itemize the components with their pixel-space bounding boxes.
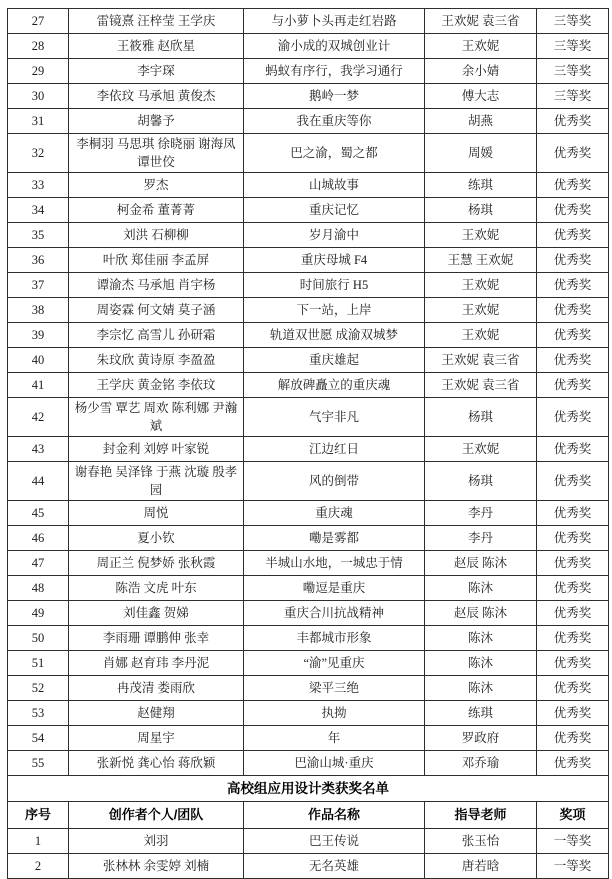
award-cell: 三等奖 — [537, 9, 609, 34]
table-row — [8, 551, 609, 576]
work-title-cell: 梁平三绝 — [244, 676, 425, 701]
teachers-cell: 李丹 — [425, 501, 537, 526]
creators-cell: 肖娜 赵育玮 李丹泥 — [69, 651, 244, 676]
creators-cell: 谭渝杰 马承旭 肖宇杨 — [69, 273, 244, 298]
award-cell: 优秀奖 — [537, 676, 609, 701]
row-number-cell: 47 — [8, 551, 69, 576]
work-title-cell: 江边红日 — [244, 437, 425, 462]
creators-cell: 罗杰 — [69, 173, 244, 198]
creators-cell: 张新悦 龚心怡 蒋欣颖 — [69, 751, 244, 776]
col-header-teachers: 指导老师 — [425, 802, 537, 829]
teachers-cell: 陈沐 — [425, 576, 537, 601]
teachers-cell: 王欢妮 — [425, 34, 537, 59]
award-cell: 优秀奖 — [537, 437, 609, 462]
creators-cell: 李雨珊 谭鹏伸 张幸 — [69, 626, 244, 651]
creators-cell: 李桐羽 马思琪 徐晓丽 谢海凤 谭世佼 — [69, 134, 244, 173]
work-title-cell: 风的倒带 — [244, 462, 425, 501]
teachers-cell: 王欢妮 袁三省 — [425, 9, 537, 34]
row-number-cell: 35 — [8, 223, 69, 248]
table-row — [8, 248, 609, 273]
award-cell: 优秀奖 — [537, 248, 609, 273]
work-title-cell: 气宇非凡 — [244, 398, 425, 437]
creators-cell: 柯金希 董菁菁 — [69, 198, 244, 223]
column-header-row — [8, 802, 609, 829]
work-title-cell: 山城故事 — [244, 173, 425, 198]
work-title-cell: 嘞是雾都 — [244, 526, 425, 551]
work-title-cell: 嘞逗是重庆 — [244, 576, 425, 601]
award-cell: 优秀奖 — [537, 109, 609, 134]
creators-cell: 李依玟 马承旭 黄俊杰 — [69, 84, 244, 109]
creators-cell: 周悦 — [69, 501, 244, 526]
section2-title-row — [8, 776, 609, 802]
award-cell: 优秀奖 — [537, 462, 609, 501]
section2-body — [8, 829, 609, 879]
creators-cell: 周姿霖 何文婧 莫子涵 — [69, 298, 244, 323]
teachers-cell: 陈沐 — [425, 651, 537, 676]
award-table — [7, 8, 609, 879]
work-title-cell: 解放碑矗立的重庆魂 — [244, 373, 425, 398]
table-row — [8, 676, 609, 701]
award-cell: 优秀奖 — [537, 223, 609, 248]
table-row — [8, 437, 609, 462]
creators-cell: 夏小钦 — [69, 526, 244, 551]
award-cell: 优秀奖 — [537, 198, 609, 223]
row-number-cell: 38 — [8, 298, 69, 323]
row-number-cell: 54 — [8, 726, 69, 751]
award-cell: 优秀奖 — [537, 526, 609, 551]
row-number-cell: 34 — [8, 198, 69, 223]
work-title-cell: 重庆魂 — [244, 501, 425, 526]
creators-cell: 张林林 余雯婷 刘楠 — [69, 854, 244, 879]
teachers-cell: 罗政府 — [425, 726, 537, 751]
work-title-cell: 下一站，上岸 — [244, 298, 425, 323]
teachers-cell: 王欢妮 袁三省 — [425, 373, 537, 398]
work-title-cell: 时间旅行 H5 — [244, 273, 425, 298]
teachers-cell: 王欢妮 袁三省 — [425, 348, 537, 373]
teachers-cell: 陈沐 — [425, 676, 537, 701]
creators-cell: 朱玟欣 黄诗原 李盈盈 — [69, 348, 244, 373]
award-cell: 优秀奖 — [537, 626, 609, 651]
col-header-work: 作品名称 — [244, 802, 425, 829]
table-row — [8, 348, 609, 373]
award-cell: 优秀奖 — [537, 273, 609, 298]
creators-cell: 赵健翔 — [69, 701, 244, 726]
table-row — [8, 462, 609, 501]
teachers-cell: 张玉怡 — [425, 829, 537, 854]
award-cell: 优秀奖 — [537, 398, 609, 437]
row-number-cell: 29 — [8, 59, 69, 84]
row-number-cell: 30 — [8, 84, 69, 109]
teachers-cell: 傅大志 — [425, 84, 537, 109]
work-title-cell: 鹅岭一梦 — [244, 84, 425, 109]
table-row — [8, 576, 609, 601]
creators-cell: 叶欣 郑佳丽 李孟屏 — [69, 248, 244, 273]
row-number-cell: 40 — [8, 348, 69, 373]
work-title-cell: 蚂蚁有序行，我学习通行 — [244, 59, 425, 84]
award-cell: 三等奖 — [537, 34, 609, 59]
creators-cell: 杨少雪 覃艺 周欢 陈利娜 尹瀚斌 — [69, 398, 244, 437]
teachers-cell: 王欢妮 — [425, 298, 537, 323]
table-row — [8, 373, 609, 398]
work-title-cell: 半城山水地，一城忠于情 — [244, 551, 425, 576]
table-row — [8, 398, 609, 437]
work-title-cell: “渝”见重庆 — [244, 651, 425, 676]
row-number-cell: 27 — [8, 9, 69, 34]
teachers-cell: 杨琪 — [425, 462, 537, 501]
teachers-cell: 唐若晗 — [425, 854, 537, 879]
teachers-cell: 王欢妮 — [425, 273, 537, 298]
award-cell: 优秀奖 — [537, 701, 609, 726]
work-title-cell: 重庆雄起 — [244, 348, 425, 373]
award-cell: 一等奖 — [537, 854, 609, 879]
teachers-cell: 练琪 — [425, 701, 537, 726]
teachers-cell: 杨琪 — [425, 398, 537, 437]
creators-cell: 胡馨予 — [69, 109, 244, 134]
section1-body — [8, 9, 609, 776]
row-number-cell: 1 — [8, 829, 69, 854]
creators-cell: 周正兰 倪梦娇 张秋霞 — [69, 551, 244, 576]
teachers-cell: 胡燕 — [425, 109, 537, 134]
row-number-cell: 28 — [8, 34, 69, 59]
award-cell: 三等奖 — [537, 59, 609, 84]
award-cell: 优秀奖 — [537, 348, 609, 373]
table-row — [8, 626, 609, 651]
teachers-cell: 周媛 — [425, 134, 537, 173]
award-cell: 一等奖 — [537, 829, 609, 854]
row-number-cell: 43 — [8, 437, 69, 462]
table-row — [8, 601, 609, 626]
row-number-cell: 55 — [8, 751, 69, 776]
row-number-cell: 32 — [8, 134, 69, 173]
table-row — [8, 501, 609, 526]
row-number-cell: 53 — [8, 701, 69, 726]
award-cell: 优秀奖 — [537, 173, 609, 198]
award-cell: 优秀奖 — [537, 726, 609, 751]
award-cell: 优秀奖 — [537, 751, 609, 776]
teachers-cell: 杨琪 — [425, 198, 537, 223]
row-number-cell: 51 — [8, 651, 69, 676]
col-header-creators: 创作者个人/团队 — [69, 802, 244, 829]
row-number-cell: 48 — [8, 576, 69, 601]
work-title-cell: 渝小成的双城创业计 — [244, 34, 425, 59]
row-number-cell: 39 — [8, 323, 69, 348]
creators-cell: 李宇琛 — [69, 59, 244, 84]
work-title-cell: 巴之渝，蜀之都 — [244, 134, 425, 173]
table-row — [8, 298, 609, 323]
creators-cell: 谢春艳 吴泽锋 于燕 沈璇 殷孝园 — [69, 462, 244, 501]
work-title-cell: 重庆母城 F4 — [244, 248, 425, 273]
row-number-cell: 2 — [8, 854, 69, 879]
section2-title: 高校组应用设计类获奖名单 — [8, 776, 609, 802]
teachers-cell: 余小婧 — [425, 59, 537, 84]
row-number-cell: 50 — [8, 626, 69, 651]
work-title-cell: 无名英雄 — [244, 854, 425, 879]
work-title-cell: 岁月渝中 — [244, 223, 425, 248]
work-title-cell: 巴渝山城·重庆 — [244, 751, 425, 776]
work-title-cell: 重庆记忆 — [244, 198, 425, 223]
work-title-cell: 巴王传说 — [244, 829, 425, 854]
teachers-cell: 王欢妮 — [425, 323, 537, 348]
work-title-cell: 年 — [244, 726, 425, 751]
table-row — [8, 59, 609, 84]
work-title-cell: 轨道双世愿 成渝双城梦 — [244, 323, 425, 348]
creators-cell: 王筱雅 赵欣星 — [69, 34, 244, 59]
creators-cell: 冉茂清 娄雨欣 — [69, 676, 244, 701]
section2-header-body — [8, 776, 609, 829]
creators-cell: 周星宇 — [69, 726, 244, 751]
award-cell: 优秀奖 — [537, 298, 609, 323]
teachers-cell: 赵辰 陈沐 — [425, 551, 537, 576]
award-cell: 优秀奖 — [537, 601, 609, 626]
creators-cell: 陈浩 文虎 叶东 — [69, 576, 244, 601]
teachers-cell: 王欢妮 — [425, 223, 537, 248]
table-row — [8, 273, 609, 298]
row-number-cell: 45 — [8, 501, 69, 526]
work-title-cell: 丰都城市形象 — [244, 626, 425, 651]
row-number-cell: 46 — [8, 526, 69, 551]
table-row — [8, 84, 609, 109]
row-number-cell: 36 — [8, 248, 69, 273]
row-number-cell: 42 — [8, 398, 69, 437]
row-number-cell: 37 — [8, 273, 69, 298]
creators-cell: 封金利 刘婷 叶家锐 — [69, 437, 244, 462]
award-cell: 优秀奖 — [537, 134, 609, 173]
teachers-cell: 练琪 — [425, 173, 537, 198]
award-cell: 三等奖 — [537, 84, 609, 109]
table-row — [8, 109, 609, 134]
table-row — [8, 829, 609, 854]
teachers-cell: 李丹 — [425, 526, 537, 551]
award-cell: 优秀奖 — [537, 651, 609, 676]
work-title-cell: 我在重庆等你 — [244, 109, 425, 134]
creators-cell: 刘佳鑫 贺娣 — [69, 601, 244, 626]
table-row — [8, 34, 609, 59]
teachers-cell: 邓乔瑜 — [425, 751, 537, 776]
table-row — [8, 173, 609, 198]
creators-cell: 雷镜熹 汪梓莹 王学庆 — [69, 9, 244, 34]
teachers-cell: 王慧 王欢妮 — [425, 248, 537, 273]
row-number-cell: 41 — [8, 373, 69, 398]
work-title-cell: 与小萝卜头再走红岩路 — [244, 9, 425, 34]
table-row — [8, 751, 609, 776]
table-row — [8, 726, 609, 751]
work-title-cell: 执拗 — [244, 701, 425, 726]
col-header-no: 序号 — [8, 802, 69, 829]
table-row — [8, 198, 609, 223]
row-number-cell: 52 — [8, 676, 69, 701]
award-cell: 优秀奖 — [537, 373, 609, 398]
teachers-cell: 陈沐 — [425, 626, 537, 651]
table-row — [8, 854, 609, 879]
table-row — [8, 134, 609, 173]
table-row — [8, 701, 609, 726]
teachers-cell: 赵辰 陈沐 — [425, 601, 537, 626]
award-cell: 优秀奖 — [537, 323, 609, 348]
award-cell: 优秀奖 — [537, 501, 609, 526]
row-number-cell: 44 — [8, 462, 69, 501]
row-number-cell: 31 — [8, 109, 69, 134]
row-number-cell: 33 — [8, 173, 69, 198]
creators-cell: 王学庆 黄金铭 李依玟 — [69, 373, 244, 398]
table-row — [8, 526, 609, 551]
row-number-cell: 49 — [8, 601, 69, 626]
award-cell: 优秀奖 — [537, 576, 609, 601]
table-row — [8, 323, 609, 348]
award-cell: 优秀奖 — [537, 551, 609, 576]
work-title-cell: 重庆合川抗战精神 — [244, 601, 425, 626]
table-row — [8, 9, 609, 34]
creators-cell: 刘洪 石柳柳 — [69, 223, 244, 248]
table-row — [8, 223, 609, 248]
table-row — [8, 651, 609, 676]
creators-cell: 李宗忆 高雪儿 孙研霜 — [69, 323, 244, 348]
teachers-cell: 王欢妮 — [425, 437, 537, 462]
col-header-award: 奖项 — [537, 802, 609, 829]
creators-cell: 刘羽 — [69, 829, 244, 854]
